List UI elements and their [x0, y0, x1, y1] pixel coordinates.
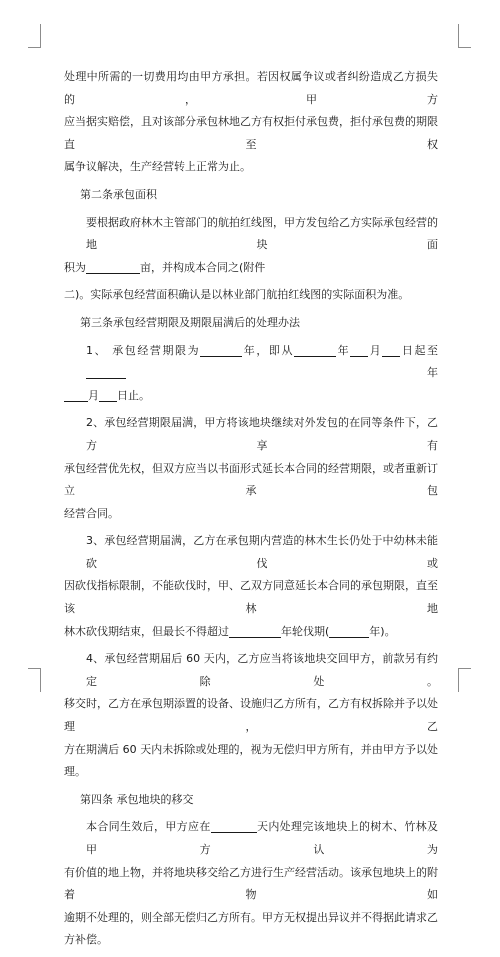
fill-blank — [229, 624, 281, 638]
section-heading: 第二条承包面积 — [80, 187, 157, 201]
crop-mark — [40, 24, 41, 48]
text-line: 应当据实赔偿，且对该部分承包林地乙方有权拒付承包费，拒付承包费的期限直至权 — [64, 115, 438, 151]
fill-blank — [86, 260, 140, 274]
paragraph — [64, 66, 438, 179]
text-span: 积为 — [64, 260, 86, 274]
text-line: 承包经营优先权，但双方应当以书面形式延长本合同的经营期限，或者重新订立承包 — [64, 461, 438, 498]
text-span: 本合同生效后，甲方应在 — [86, 820, 211, 834]
text-span: 年轮伐期( — [281, 624, 330, 638]
text-line: 2、承包经营期限届满，甲方将该地块继续对外发包的在同等条件下，乙方享有 — [86, 416, 438, 452]
paragraph — [64, 816, 438, 952]
crop-mark — [458, 668, 471, 669]
fill-blank — [211, 819, 257, 833]
fill-blank — [350, 343, 368, 357]
paragraph — [64, 530, 438, 643]
text-span: 月 — [88, 388, 99, 402]
text-line: 4、承包经营期届后 60 天内，乙方应当将该地块交回甲方，前款另有约定除处。 — [86, 652, 438, 688]
crop-mark — [40, 668, 41, 692]
fill-blank — [64, 388, 88, 402]
text-span: 亩，并构成本合同之(附件 — [140, 260, 266, 274]
text-line: 经营合同。 — [64, 506, 119, 520]
text-span: 1、 承包经营期限为 — [86, 343, 201, 357]
paragraph: 二)。实际承包经营面积确认是以林业部门航拍红线图的实际面积为准。 — [64, 288, 410, 302]
text-line: 处理中所需的一切费用均由甲方承担。若因权属争议或者纠纷造成乙方损失的，甲方 — [64, 70, 438, 106]
crop-mark — [28, 668, 41, 669]
text-line: 有价值的地上物，并将地块移交给乙方进行生产经营活动。该承包地块上的附着物如 — [64, 865, 438, 902]
crop-mark — [458, 24, 459, 48]
paragraph — [64, 648, 438, 784]
paragraph — [64, 212, 438, 280]
text-span: 年，即从 — [242, 343, 295, 357]
crop-mark — [28, 47, 41, 48]
crop-mark — [458, 47, 471, 48]
text-span: 日起至 — [400, 343, 439, 357]
text-line: 移交时，乙方在承包期添置的设备、设施归乙方所有，乙方有权拆除并予以处理，乙 — [64, 697, 438, 734]
text-span: 年)。 — [369, 624, 396, 638]
paragraph — [64, 340, 438, 408]
text-line: 因砍伐指标限制，不能砍伐时，甲、乙双方同意延长本合同的承包期限，直至该林地 — [64, 579, 438, 616]
text-span: 林木砍伐期结束，但最长不得超过 — [64, 624, 229, 638]
text-span: 年 — [336, 343, 351, 357]
section-heading: 第四条 承包地块的移交 — [80, 792, 194, 806]
fill-blank — [294, 343, 336, 357]
text-line: 属争议解决，生产经营转上正常为止。 — [64, 160, 251, 174]
fill-blank — [86, 365, 126, 379]
text-line — [64, 257, 438, 280]
paragraph — [64, 412, 438, 525]
section-heading: 第三条承包经营期限及期限届满后的处理办法 — [80, 315, 300, 329]
text-line — [64, 816, 438, 861]
text-span: 天内处理完该地块上的树木、竹林及甲方认为 — [86, 820, 439, 856]
text-span: 月 — [368, 343, 383, 357]
fill-blank — [382, 343, 400, 357]
crop-mark — [458, 668, 459, 692]
fill-blank — [200, 343, 242, 357]
text-line — [64, 621, 438, 644]
fill-blank — [329, 624, 369, 638]
text-line — [64, 385, 438, 408]
text-line: 方在期满后 60 天内未拆除或处理的，视为无偿归甲方所有，并由甲方予以处理。 — [64, 742, 438, 779]
text-line — [64, 340, 438, 385]
fill-blank — [99, 388, 117, 402]
text-span: 年 — [126, 366, 438, 380]
text-line: 要根据政府林木主管部门的航拍红线图，甲方发包给乙方实际承包经营的地块面 — [86, 215, 438, 252]
text-line: 逾期不处理的，则全部无偿归乙方所有。甲方无权提出异议并不得据此请求乙方补偿。 — [64, 910, 438, 947]
text-span: 日止。 — [117, 388, 150, 402]
text-line: 3、承包经营期届满，乙方在承包期内营造的林木生长仍处于中幼林未能砍伐或 — [86, 534, 438, 570]
document-body — [64, 66, 438, 957]
